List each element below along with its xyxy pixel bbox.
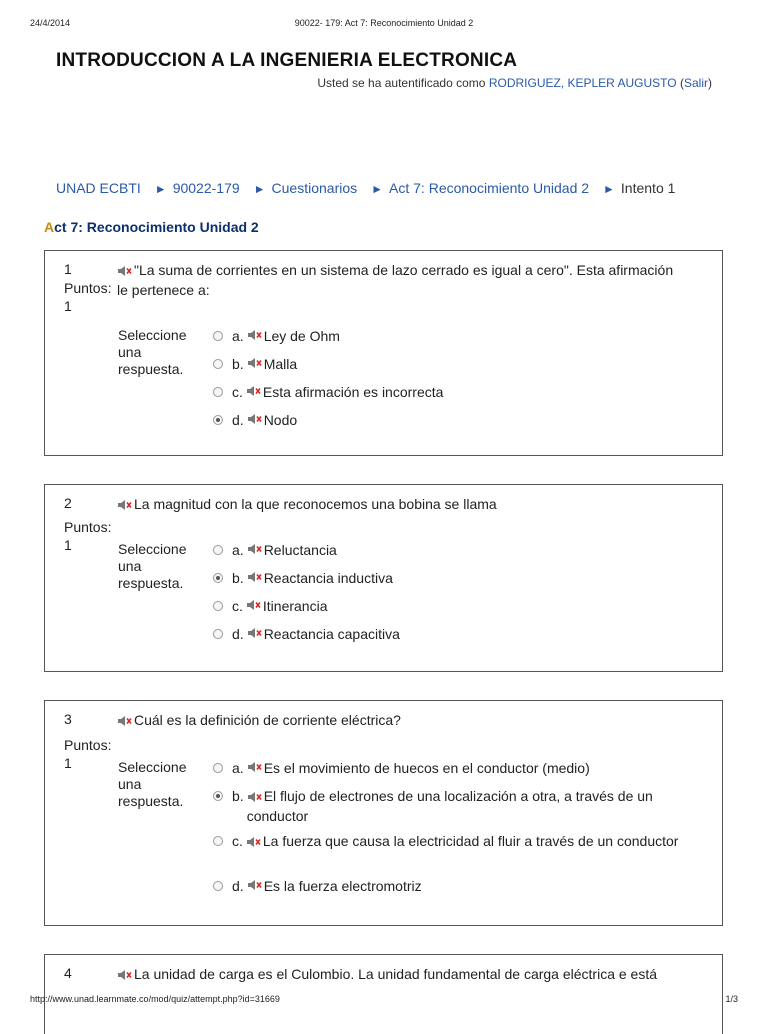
radio-button[interactable]: [213, 881, 223, 891]
site-title: INTRODUCCION A LA INGENIERIA ELECTRONICA: [56, 50, 518, 71]
select-answer-label: Seleccione una respuesta.: [118, 759, 187, 809]
question-number: 1: [64, 261, 72, 277]
answer-option-b[interactable]: [213, 355, 693, 373]
question-text: [117, 261, 677, 299]
answer-option-a[interactable]: [213, 541, 693, 559]
question-3: [44, 700, 723, 926]
answer-text: Esta afirmación es incorrecta: [262, 384, 444, 400]
radio-button-selected[interactable]: [213, 415, 223, 425]
radio-button-selected[interactable]: [213, 791, 223, 801]
answer-option-d[interactable]: [213, 411, 693, 429]
breadcrumb-quizzes[interactable]: Cuestionarios: [271, 180, 358, 196]
answer-text: Es la fuerza electromotriz: [263, 878, 422, 894]
question-text: [117, 495, 677, 515]
answer-text: [246, 832, 693, 852]
heading-rest: ct 7: Reconocimiento Unidad 2: [54, 219, 259, 235]
question-text: [117, 711, 677, 731]
breadcrumb-home[interactable]: UNAD ECBTI: [56, 180, 141, 196]
answer-option-a[interactable]: [213, 759, 693, 777]
logout-link[interactable]: Salir: [683, 76, 708, 90]
speaker-icon[interactable]: [117, 967, 133, 985]
answer-option-d[interactable]: [213, 877, 693, 895]
points-label: Puntos:: [64, 519, 112, 535]
breadcrumb-activity[interactable]: Act 7: Reconocimiento Unidad 2: [389, 180, 590, 196]
answer-letter: b.: [232, 788, 244, 804]
answer-text: Nodo: [263, 412, 298, 428]
question-number: 3: [64, 711, 72, 727]
speaker-icon[interactable]: [247, 789, 263, 807]
speaker-icon[interactable]: [117, 713, 133, 731]
speaker-icon[interactable]: [117, 263, 133, 281]
points-value: 1: [64, 298, 72, 314]
question-text-content: La magnitud con la que reconocemos una bobina se llama: [134, 496, 497, 512]
answer-option-c[interactable]: [213, 597, 693, 615]
question-text-content: Cuál es la definición de corriente eléctrica?: [134, 712, 401, 728]
answer-letter: b.: [232, 570, 244, 586]
answer-text: Reluctancia: [263, 542, 337, 558]
answer-letter: c.: [232, 833, 243, 849]
points-value: 1: [64, 537, 72, 553]
speaker-icon[interactable]: [247, 569, 263, 587]
answer-text-content: El flujo de electrones de una localización a otra, a través de un conductor: [246, 788, 653, 824]
radio-button[interactable]: [213, 545, 223, 555]
login-info: Usted se ha autentificado como RODRIGUEZ, KEPLER AUGUSTO (Salir): [317, 76, 712, 90]
answer-letter: d.: [232, 626, 244, 642]
answer-letter: c.: [232, 598, 243, 614]
breadcrumb-separator: ►: [154, 182, 167, 196]
speaker-icon[interactable]: [246, 597, 262, 615]
answer-text: Itinerancia: [262, 598, 328, 614]
speaker-icon[interactable]: [247, 327, 263, 345]
footer-url: http://www.unad.learnmate.co/mod/quiz/attempt.php?id=31669: [30, 994, 280, 1004]
question-1: [44, 250, 723, 456]
answer-text: Es el movimiento de huecos en el conductor (medio): [263, 760, 590, 776]
user-link[interactable]: RODRIGUEZ, KEPLER AUGUSTO: [488, 76, 677, 90]
heading-first-letter: A: [44, 219, 55, 235]
answer-option-c[interactable]: [213, 383, 693, 401]
answer-text: Reactancia capacitiva: [263, 626, 400, 642]
answer-option-c[interactable]: [213, 832, 693, 852]
breadcrumb-separator: ►: [371, 182, 384, 196]
select-answer-label: Seleccione una respuesta.: [118, 541, 187, 591]
answer-letter: a.: [232, 328, 244, 344]
login-prefix: Usted se ha autentificado como: [317, 76, 486, 90]
question-number: 4: [64, 965, 72, 981]
answer-letter: d.: [232, 878, 244, 894]
page-heading: [44, 219, 259, 235]
answer-option-d[interactable]: [213, 625, 693, 643]
print-date: 24/4/2014: [30, 18, 71, 28]
select-answer-label: Seleccione una respuesta.: [118, 327, 187, 377]
breadcrumb-current: Intento 1: [620, 180, 676, 196]
breadcrumb: [56, 180, 675, 196]
speaker-icon[interactable]: [247, 541, 263, 559]
answer-text-content: La fuerza que causa la electricidad al fluir a través de un conductor: [262, 833, 679, 849]
answer-text: Reactancia inductiva: [263, 570, 393, 586]
answer-option-b[interactable]: [213, 569, 693, 587]
radio-button[interactable]: [213, 763, 223, 773]
answer-option-a[interactable]: [213, 327, 693, 345]
speaker-icon[interactable]: [247, 355, 263, 373]
question-number: 2: [64, 495, 72, 511]
answer-text: Malla: [263, 356, 298, 372]
radio-button[interactable]: [213, 629, 223, 639]
radio-button[interactable]: [213, 331, 223, 341]
points-label: Puntos:: [64, 280, 112, 296]
speaker-icon[interactable]: [246, 383, 262, 401]
speaker-icon[interactable]: [247, 411, 263, 429]
footer-page-number: 1/3: [725, 994, 738, 1004]
radio-button[interactable]: [213, 359, 223, 369]
breadcrumb-separator: ►: [603, 182, 615, 196]
radio-button[interactable]: [213, 601, 223, 611]
question-text: [117, 965, 717, 985]
breadcrumb-course[interactable]: 90022-179: [172, 180, 240, 196]
speaker-icon[interactable]: [117, 497, 133, 515]
question-text-content: "La suma de corrientes en un sistema de lazo cerrado es igual a cero". Esta afirmación le pertenece a:: [117, 262, 674, 298]
points-value: 1: [64, 755, 72, 771]
answer-text: Ley de Ohm: [263, 328, 340, 344]
speaker-icon[interactable]: [247, 625, 263, 643]
answer-letter: a.: [232, 542, 244, 558]
question-2: [44, 484, 723, 672]
answer-option-b[interactable]: [213, 787, 693, 825]
answer-letter: c.: [232, 384, 243, 400]
breadcrumb-separator: ►: [253, 182, 266, 196]
speaker-icon[interactable]: [246, 834, 262, 852]
answer-letter: a.: [232, 760, 244, 776]
radio-button[interactable]: [213, 836, 223, 846]
print-title: 90022- 179: Act 7: Reconocimiento Unidad 2: [294, 18, 474, 28]
answer-letter: b.: [232, 356, 244, 372]
answer-text: [247, 787, 693, 825]
speaker-icon[interactable]: [247, 759, 263, 777]
radio-button-selected[interactable]: [213, 573, 223, 583]
radio-button[interactable]: [213, 387, 223, 397]
question-text-content: La unidad de carga es el Culombio. La unidad fundamental de carga eléctrica e está: [134, 966, 658, 982]
points-label: Puntos:: [64, 737, 112, 753]
speaker-icon[interactable]: [247, 877, 263, 895]
answer-letter: d.: [232, 412, 244, 428]
